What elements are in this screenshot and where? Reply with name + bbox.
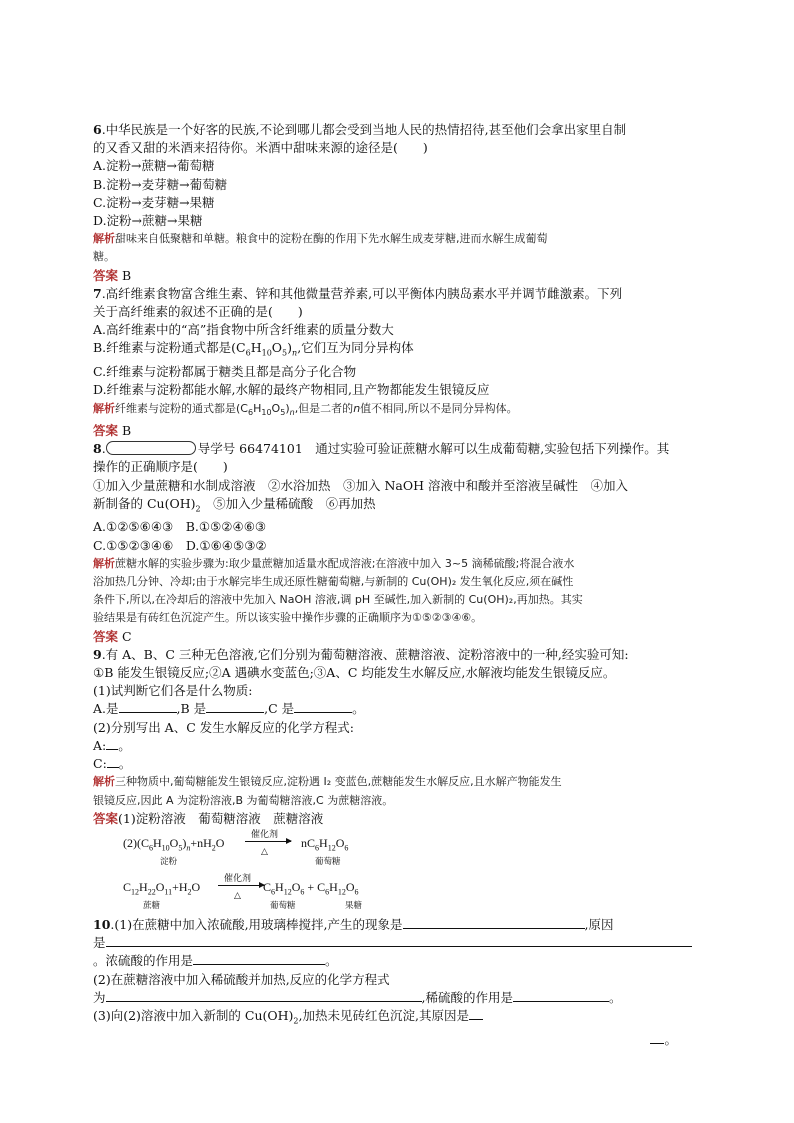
- q10-l5-end: 。: [609, 989, 622, 1005]
- q8-options-cd: C.①⑤②③④⑥ D.①⑥④⑤③②: [93, 537, 267, 553]
- q6-answer-label: 答案: [93, 267, 119, 283]
- q8-steps-2: 新制备的 $Cu(OH)_2$ ⑤加入少量稀硫酸 ⑥再加热: [93, 495, 376, 514]
- q10-l2: 是: [93, 935, 106, 951]
- q9-jiexi-label: 解析: [93, 775, 115, 789]
- q8-options-ab: A.①②⑤⑥④③ B.①⑤②④⑥③: [93, 519, 267, 535]
- q9-ans-a-row: [93, 737, 693, 755]
- q7-option-b: B.纤维素与淀粉通式都是$(C_6H_{10}O_5)_n$,它们互为同分异构体: [93, 340, 414, 358]
- q9-answer-value: (1)淀粉溶液 葡萄糖溶液 蔗糖溶液: [118, 810, 324, 826]
- q8-stem-2: 操作的正确顺序是( ): [93, 459, 228, 475]
- q8-answer: [93, 628, 693, 646]
- q9-jiexi-2: 银镜反应,因此 A 为淀粉溶液,B 为葡萄糖溶液,C 为蔗糖溶液。: [93, 793, 394, 807]
- eq2-product: C: [263, 879, 272, 894]
- q9-stem-2: ①B 能发生银镜反应;②A 遇碘水变蓝色;③A、C 均能发生水解反应,水解液均能发生银镜反应。: [93, 665, 616, 681]
- q7-option-b-pre: B.纤维素与淀粉通式都是(C: [93, 340, 246, 356]
- q10-line3: [93, 952, 693, 970]
- q6-option-b: B.淀粉→麦芽糖→葡萄糖: [93, 176, 228, 192]
- q9-jiexi-1: 三种物质中,葡萄糖能发生银镜反应,淀粉遇 I₂ 变蓝色,蔗糖能发生水解反应,且水解产物能发生: [115, 775, 562, 789]
- q10-blank-cause-start[interactable]: [469, 1007, 483, 1020]
- eq2-sucrose-label: 蔗糖: [143, 900, 161, 911]
- q8-stem-line1: 8. 导学号 66474101 通过实验可验证蔗糖水解可以生成葡萄糖,实验包括下列操作。其: [93, 441, 670, 457]
- q10-l1-end: ,原因: [584, 916, 614, 932]
- q9-blank-c[interactable]: [294, 700, 352, 713]
- q6-number: 6: [93, 122, 102, 137]
- q9-blank-eq-c[interactable]: [107, 755, 119, 768]
- q6-option-d: D.淀粉→蔗糖→果糖: [93, 213, 203, 229]
- q6-answer-value: B: [118, 267, 132, 283]
- q9-sub-1: (1)试判断它们各是什么物质:: [93, 683, 253, 699]
- eq2-fructose-label: 果糖: [345, 900, 363, 911]
- q10-l4: (2)在蔗糖溶液中加入稀硫酸并加热,反应的化学方程式: [93, 971, 390, 987]
- q8-jiexi-2: 浴加热几分钟、冷却;由于水解完毕生成还原性糖葡萄糖,与新制的 Cu(OH)₂ 发生氧化反应,须在碱性: [93, 575, 574, 589]
- q9-sub-2: (2)分别写出 A、C 发生水解反应的化学方程式:: [93, 719, 354, 735]
- q9-fill-row: [93, 700, 693, 718]
- q9-jiexi-line1: [93, 773, 693, 791]
- q9-equation-1: [93, 828, 693, 872]
- q8-jiexi-label: 解析: [93, 556, 115, 570]
- eq2-plus2: + C: [304, 879, 326, 894]
- q7-number: 7: [93, 285, 102, 301]
- eq2-arrow-icon: [218, 885, 264, 886]
- q9-stem-line1: [93, 646, 693, 664]
- q6-answer: [93, 267, 693, 285]
- q6-option-a: A.淀粉→蔗糖→葡萄糖: [93, 158, 215, 174]
- eq1-arrow-icon: [245, 841, 291, 842]
- q8-steps-1: ①加入少量蔗糖和水制成溶液 ②水浴加热 ③加入 NaOH 溶液中和酸并至溶液呈碱性 ④加入: [93, 477, 628, 493]
- eq1-heat: △: [261, 846, 268, 857]
- eq2-o: O: [191, 879, 201, 894]
- q6-jiexi-2: 糖。: [93, 250, 115, 264]
- q10-blank-cause-end[interactable]: [650, 1031, 664, 1044]
- eq2-right: $C_6H_{12}O_6 + C_6H_{12}O_6$: [263, 879, 359, 897]
- q10-l5-mid: ,稀硫酸的作用是: [421, 989, 513, 1005]
- q10-l6-post: ,加热未见砖红色沉淀,其原因是: [298, 1007, 469, 1023]
- q7-answer: [93, 422, 693, 440]
- eq1-starch-label: 淀粉: [160, 856, 178, 867]
- eq1-lead: (2)(C: [123, 835, 149, 850]
- eq1-product: nC: [301, 835, 316, 850]
- document-page: [93, 121, 693, 1049]
- q8-answer-label: 答案: [93, 628, 119, 644]
- q10-l3-pre: 。浓硫酸的作用是: [93, 953, 194, 969]
- q10-line7: [93, 1031, 693, 1049]
- q10-blank-phenomenon[interactable]: [403, 916, 585, 929]
- eq2-left-c: C: [123, 879, 132, 894]
- eq2-left: $C_{12}H_{22}O_{11}+H_2O$: [123, 879, 201, 897]
- q6-stem-line1: [93, 121, 693, 139]
- q8-jiexi-3: 条件下,所以,在冷却后的溶液中先加入 NaOH 溶液,调 pH 至碱性,加入新制的 Cu(OH)₂,再加热。其实: [93, 593, 583, 607]
- q9-fill-a-label: A.是: [93, 701, 119, 717]
- q7-option-a: A.高纤维素中的“高”指食物中所含纤维素的质量分数大: [93, 322, 394, 338]
- q9-ans-a-label: A:: [93, 737, 107, 753]
- q10-blank-acid-role[interactable]: [193, 952, 325, 965]
- q7-jiexi-end: 值不相同,所以不是同分异构体。: [360, 401, 518, 415]
- q10-line5: [93, 989, 693, 1007]
- q6-jiexi-label: 解析: [93, 232, 115, 246]
- q10-line1: [93, 916, 693, 934]
- q10-blank-equation[interactable]: [106, 989, 422, 1002]
- eq2-glucose-label: 葡萄糖: [270, 900, 296, 911]
- q10-number: 10: [93, 916, 111, 932]
- q7-jiexi-n: n: [353, 401, 361, 415]
- eq2-plus: +H: [172, 879, 188, 894]
- q9-blank-eq-a[interactable]: [106, 737, 118, 750]
- q8-jiexi-4: 验结果是有砖红色沉淀产生。所以该实验中操作步骤的正确顺序为①⑤②③④⑥。: [93, 611, 483, 625]
- q9-number: 9: [93, 646, 102, 662]
- q8-stem-1: 通过实验可验证蔗糖水解可以生成葡萄糖,实验包括下列操作。其: [302, 441, 670, 457]
- eq2-catalyst: 催化剂: [224, 873, 252, 884]
- q7-option-b-post: ,它们互为同分异构体: [297, 340, 414, 356]
- q7-answer-value: B: [118, 422, 132, 438]
- eq1-mid: +nH: [190, 835, 212, 850]
- q8-jiexi-1: 蔗糖水解的实验步骤为:取少量蔗糖加适量水配成溶液;在溶液中加入 3~5 滴稀硫酸;将混合液水: [115, 556, 575, 570]
- q10-l5-pre: 为: [93, 989, 106, 1005]
- q9-answer-label: 答案: [93, 810, 119, 826]
- q10-line6: (3)向(2)溶液中加入新制的 $Cu(OH)_2$,加热未见砖红色沉淀,其原因是: [93, 1007, 693, 1031]
- q9-fill-b-label: ,B 是: [176, 701, 207, 717]
- q10-l6-pre: (3)向(2)溶液中加入新制的 Cu(OH): [93, 1007, 294, 1023]
- q7-stem-line1: [93, 285, 693, 303]
- q9-ans-a-end: 。: [118, 737, 131, 753]
- eq2-heat: △: [234, 890, 241, 901]
- q7-option-c: C.纤维素与淀粉都属于糖类且都是高分子化合物: [93, 364, 357, 380]
- eq1-o: O: [215, 835, 225, 850]
- q9-answer: [93, 810, 693, 828]
- q9-fill-end: 。: [352, 701, 365, 717]
- q9-ans-c-end: 。: [118, 756, 132, 772]
- q6-jiexi-line1: [93, 230, 693, 248]
- q10-l3-end: 。: [325, 953, 338, 969]
- q7-stem-1: .高纤维素食物富含维生素、锌和其他微量营养素,可以平衡体内胰岛素水平并调节雌激素。下列: [101, 285, 623, 301]
- q8-steps-2-pre: 新制备的 Cu(OH): [93, 495, 196, 511]
- q8-number: 8: [93, 441, 102, 457]
- q7-jiexi-post: ,但是二者的: [294, 401, 354, 415]
- eq1-left: $(2)(C_6H_{10}O_5)_n+nH_2O$: [123, 835, 225, 853]
- q7-stem-2: 关于高纤维素的叙述不正确的是( ): [93, 304, 303, 320]
- eq1-glucose-label: 葡萄糖: [315, 856, 341, 867]
- q8-answer-value: C: [118, 628, 132, 644]
- q9-fill-c-label: ,C 是: [264, 701, 295, 717]
- q6-stem-2: 的又香又甜的米酒来招待你。米酒中甜味来源的途径是( ): [93, 140, 428, 156]
- q8-steps-2-post: ⑤加入少量稀硫酸 ⑥再加热: [200, 495, 376, 511]
- q7-jiexi: 解析纤维素与淀粉的通式都是$(C_6H_{10}O_5)_n$,但是二者的n值不相同,所以不是同分异构体。: [93, 401, 518, 417]
- q10-line2: [93, 934, 693, 952]
- q6-option-c: C.淀粉→麦芽糖→果糖: [93, 194, 215, 210]
- q8-jiexi-line1: [93, 555, 693, 573]
- q9-blank-a[interactable]: [119, 700, 177, 713]
- q7-jiexi-pre: 纤维素与淀粉的通式都是(C: [115, 401, 248, 415]
- guide-badge-icon: [106, 441, 196, 455]
- q10-l1: .(1)在蔗糖中加入浓硫酸,用玻璃棒搅拌,产生的现象是: [110, 916, 403, 932]
- q9-ans-c-row: [93, 755, 693, 773]
- q9-blank-b[interactable]: [206, 700, 264, 713]
- q6-jiexi-1: 甜味来自低聚糖和单糖。粮食中的淀粉在酶的作用下先水解生成麦芽糖,进而水解生成葡萄: [115, 232, 548, 246]
- q10-blank-dilute-role[interactable]: [513, 989, 609, 1002]
- q9-stem-1: .有 A、B、C 三种无色溶液,它们分别为葡萄糖溶液、蔗糖溶液、淀粉溶液中的一种,经实验可知:: [101, 646, 629, 662]
- q8-guide-number: 导学号 66474101: [197, 441, 303, 457]
- q9-equation-2: [93, 872, 693, 916]
- q7-jiexi-label: 解析: [93, 401, 115, 415]
- eq1-catalyst: 催化剂: [251, 829, 279, 840]
- q10-l7-end: 。: [664, 1031, 677, 1047]
- q9-ans-c-label: C:: [93, 756, 107, 772]
- q7-option-d: D.纤维素与淀粉都能水解,水解的最终产物相同,且产物都能发生银镜反应: [93, 382, 490, 398]
- q10-blank-reason[interactable]: [106, 934, 692, 947]
- eq1-right: $nC_6H_{12}O_6$: [301, 835, 349, 853]
- q6-stem-1: .中华民族是一个好客的民族,不论到哪儿都会受到当地人民的热情招待,甚至他们会拿出家里自制: [101, 122, 627, 137]
- q7-answer-label: 答案: [93, 422, 119, 438]
